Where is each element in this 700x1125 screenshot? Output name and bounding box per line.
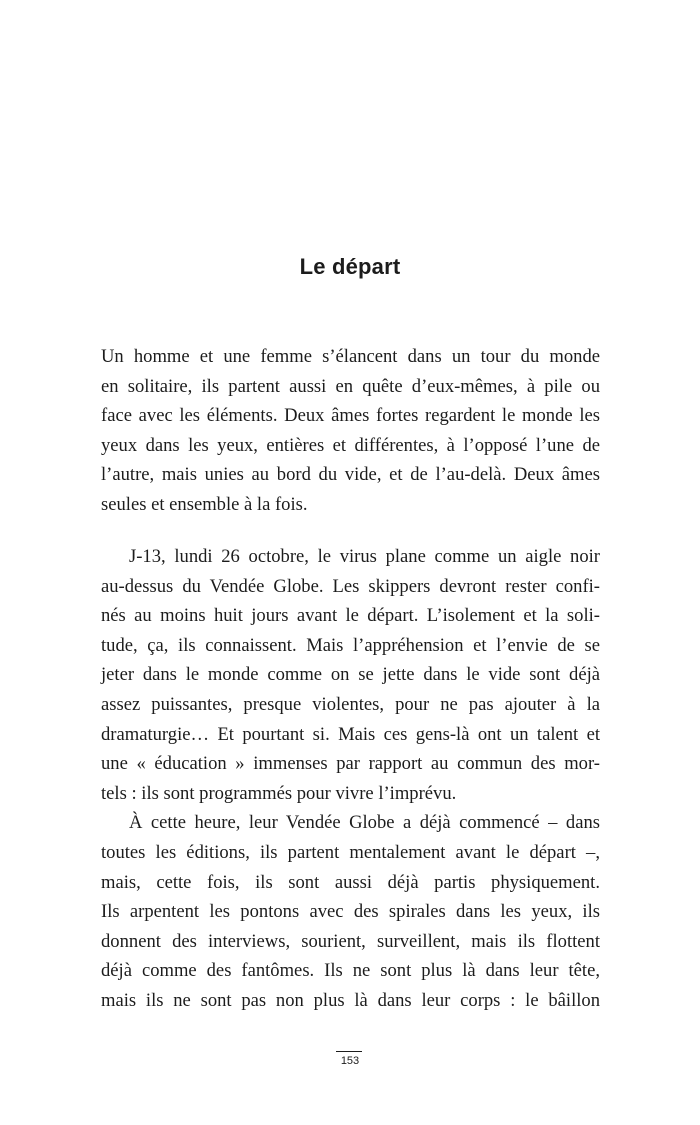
page-number: 153 — [340, 1055, 360, 1067]
text-line: seules et ensemble à la fois. — [101, 493, 308, 515]
text-line: mais ils ne sont pas non plus là dans leur corps : le bâillon — [101, 989, 600, 1011]
text-line: yeux dans les yeux, entières et différentes, à l’opposé l’une de — [101, 434, 600, 456]
text-line: J-13, lundi 26 octobre, le virus plane comme un aigle noir — [129, 546, 600, 567]
text-line: Un homme et une femme s’élancent dans un tour du monde — [101, 346, 600, 367]
text-line: donnent des interviews, sourient, surveillent, mais ils flottent — [101, 930, 600, 952]
text-line: mais, cette fois, ils sont aussi déjà partis physiquement. — [101, 871, 600, 893]
text-line: toutes les éditions, ils partent mentalement avant le départ –, — [101, 841, 600, 863]
text-line: une « éducation » immenses par rapport au commun des mor- — [101, 753, 600, 775]
text-line: assez puissantes, presque violentes, pour ne pas ajouter à la — [101, 693, 600, 715]
text-line: Ils arpentent les pontons avec des spirales dans les yeux, ils — [101, 901, 600, 923]
text-line: au-dessus du Vendée Globe. Les skippers devront rester confi- — [101, 575, 600, 597]
text-line: dramaturgie… Et pourtant si. Mais ces gens-là ont un talent et — [101, 723, 600, 745]
text-line: nés au moins huit jours avant le départ. L’isolement et la soli- — [101, 605, 600, 627]
page-number-rule — [336, 1051, 362, 1052]
text-line: en solitaire, ils partent aussi en quête d’eux-mêmes, à pile ou — [101, 375, 600, 397]
text-line: tude, ça, ils connaissent. Mais l’appréhension et l’envie de se — [101, 634, 600, 656]
text-line: l’autre, mais unies au bord du vide, et de l’au-delà. Deux âmes — [101, 464, 600, 486]
paragraph-2-and-3 — [101, 542, 600, 1016]
text-line: déjà comme des fantômes. Ils ne sont plus là dans leur tête, — [101, 960, 600, 982]
chapter-title: Le départ — [299, 254, 401, 279]
text-line: face avec les éléments. Deux âmes fortes regardent le monde les — [101, 405, 600, 427]
text-line: tels : ils sont programmés pour vivre l’imprévu. — [101, 782, 457, 804]
text-line: À cette heure, leur Vendée Globe a déjà commencé – dans — [129, 812, 600, 834]
text-line: jeter dans le monde comme on se jette dans le vide sont déjà — [101, 664, 600, 686]
paragraph-1 — [101, 342, 600, 520]
